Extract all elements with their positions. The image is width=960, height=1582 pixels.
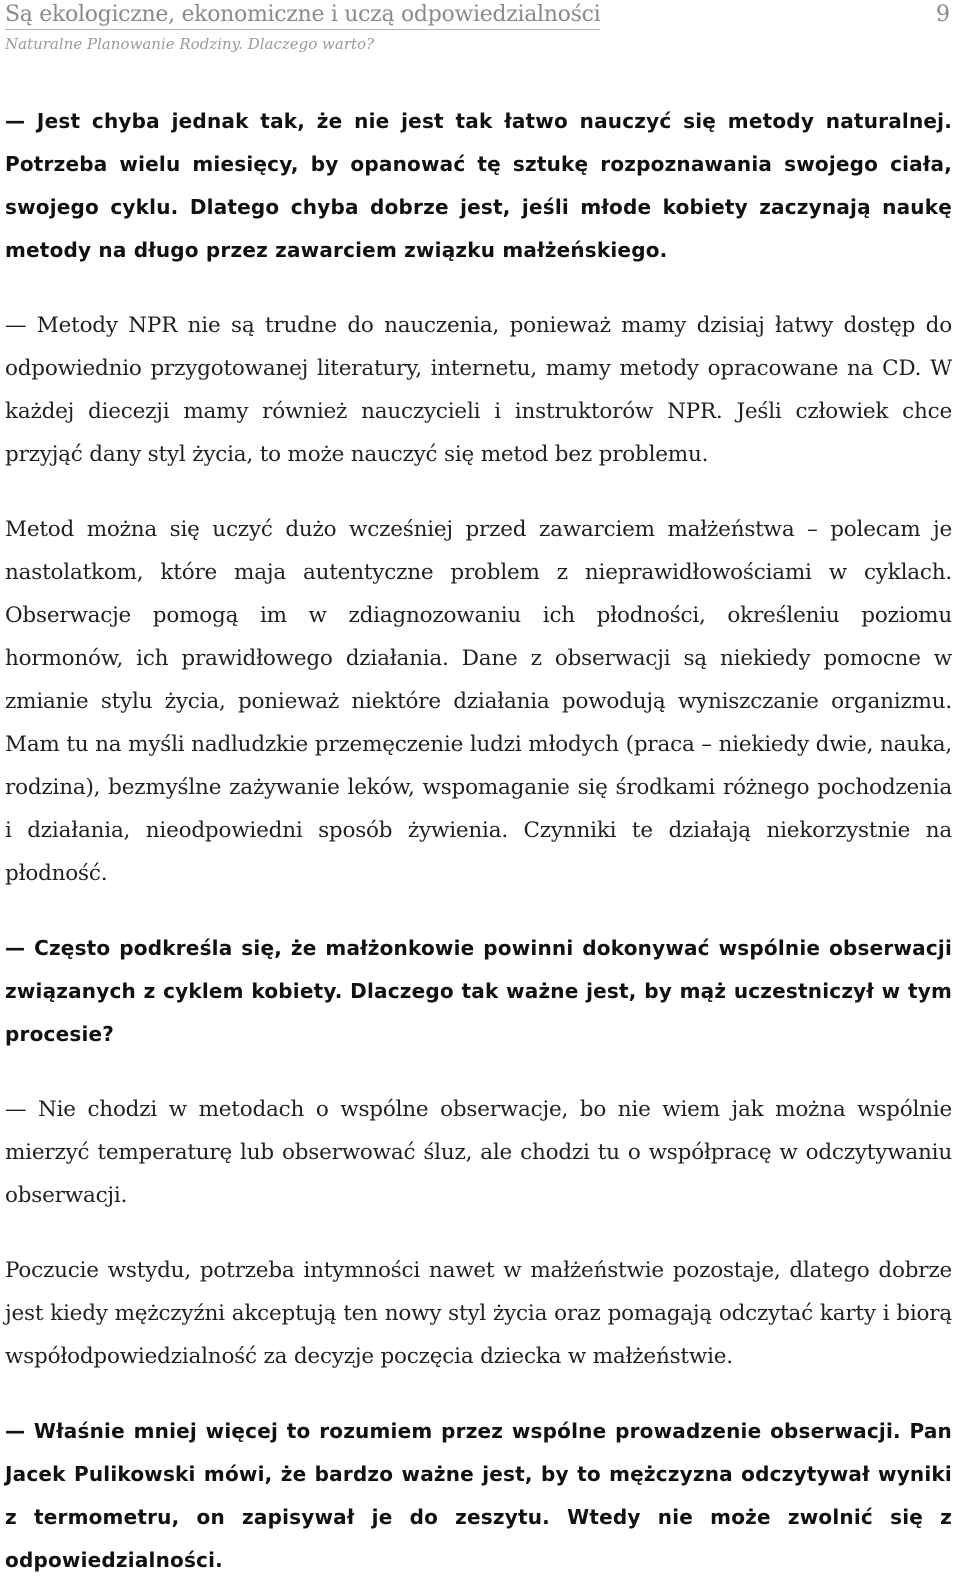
interview-answer-1b: Metod można się uczyć dużo wcześniej przed zawarciem małżeństwa – polecam je nastolatkom, które maja autentyczne problem z nieprawidłowościami w cyklach. Obserwacje pomogą im w zdiagnozowaniu ich płodności, określeniu poziomu hormonów, ich prawidłowego działania. Dane z obserwacji są niekiedy pomocne w zmianie stylu życia, ponieważ niektóre działania powodują wyniszczanie organizmu. Mam tu na myśli nadludzkie przemęczenie ludzi młodych (praca – niekiedy dwie, nauka, rodzina), bezmyślne zażywanie leków, wspomaganie się środkami różnego pochodzenia i działania, nieodpowiedni sposób żywienia. Czynniki te działają niekorzystnie na płodność. — [5, 517, 952, 886]
interview-question-3: — Właśnie mniej więcej to rozumiem przez wspólne prowadzenie obserwacji. Pan Jacek Pulikowski mówi, że bardzo ważne jest, by to mężczyzna odczytywał wyniki z termometru, on zapisywał je do zeszytu. Wtedy nie może zwolnić się z odpowiedzialności. — [5, 1419, 952, 1572]
page-number: 9 — [936, 2, 950, 27]
interview-question-1: — Jest chyba jednak tak, że nie jest tak łatwo nauczyć się metody naturalnej. Potrzeba wielu miesięcy, by opanować tę sztukę rozpoznawania swojego ciała, swojego cyklu. Dlatego chyba dobrze jest, jeśli młode kobiety zaczynają naukę metody na długo przez zawarciem związku małżeńskiego. — [5, 109, 952, 262]
article-body — [5, 100, 952, 1582]
running-header-subtitle: Naturalne Planowanie Rodziny. Dlaczego warto? — [5, 35, 375, 53]
interview-answer-1a: — Metody NPR nie są trudne do nauczenia, ponieważ mamy dzisiaj łatwy dostęp do odpowiednio przygotowanej literatury, internetu, mamy metody opracowane na CD. W każdej diecezji mamy również nauczycieli i instruktorów NPR. Jeśli człowiek chce przyjąć dany styl życia, to może nauczyć się metod bez problemu. — [5, 313, 952, 467]
interview-answer-2a: — Nie chodzi w metodach o wspólne obserwacje, bo nie wiem jak można wspólnie mierzyć temperaturę lub obserwować śluz, ale chodzi tu o współpracę w odczytywaniu obserwacji. — [5, 1097, 952, 1208]
interview-question-2: — Często podkreśla się, że małżonkowie powinni dokonywać wspólnie obserwacji związanych z cyklem kobiety. Dlaczego tak ważne jest, by mąż uczestniczył w tym procesie? — [5, 936, 952, 1046]
interview-answer-2b: Poczucie wstydu, potrzeba intymności nawet w małżeństwie pozostaje, dlatego dobrze jest kiedy mężczyźni akceptują ten nowy styl życia oraz pomagają odczytać karty i biorą współodpowiedzialność za decyzje poczęcia dziecka w małżeństwie. — [5, 1258, 952, 1369]
running-header-title: Są ekologiczne, ekonomiczne i uczą odpowiedzialności — [5, 2, 600, 30]
running-header — [5, 0, 955, 60]
